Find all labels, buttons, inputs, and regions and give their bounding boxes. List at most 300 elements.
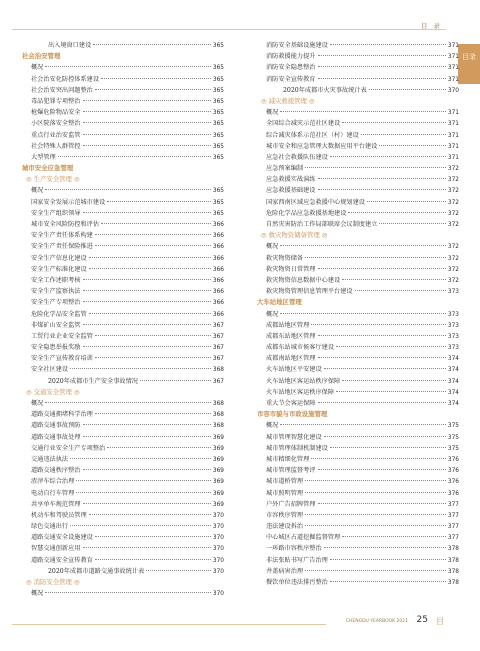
toc-subsection-heading[interactable]: ◎ 交通安全管理 ◎ [26, 387, 80, 396]
toc-entry-page: 369 [212, 479, 224, 486]
dot-leader [107, 201, 211, 202]
toc-entry-page: 377 [447, 501, 459, 508]
toc-entry[interactable] [257, 118, 459, 129]
dot-leader [305, 514, 446, 515]
dot-leader [83, 301, 211, 302]
toc-entry[interactable] [22, 107, 224, 118]
toc-entry[interactable] [257, 107, 459, 118]
toc-entry[interactable] [22, 297, 224, 308]
toc-entry-title: 消防救援能力提升 [266, 53, 316, 61]
toc-entry-title: 概况 [266, 422, 279, 430]
toc-entry[interactable] [22, 420, 224, 431]
toc-entry-page: 371 [447, 132, 459, 139]
dot-leader [95, 357, 211, 358]
toc-entry-title: 危险化学品应急救援基地建设 [266, 209, 347, 217]
toc-entry[interactable] [22, 342, 224, 353]
dot-leader [83, 279, 211, 280]
toc-entry-page: 367 [212, 322, 224, 329]
toc-entry-title: 小区院落安全整治 [31, 120, 81, 128]
toc-entry-page: 373 [447, 345, 459, 352]
toc-entry[interactable] [22, 230, 224, 241]
toc-entry-title: 非法张贴书写广告治理 [266, 556, 328, 564]
toc-entry-title: 国家西南区域应急救援中心规划建设 [266, 198, 365, 206]
dot-leader [305, 525, 446, 526]
toc-entry[interactable] [257, 555, 459, 566]
dot-leader [280, 313, 446, 314]
toc-entry-page: 366 [212, 233, 224, 240]
toc-subsection-heading[interactable]: ◎ 减灾救援管理 ◎ [261, 96, 315, 105]
dot-leader [95, 89, 211, 90]
toc-entry[interactable] [22, 432, 224, 443]
toc-entry[interactable] [22, 264, 224, 275]
toc-entry-page: 372 [447, 166, 459, 173]
toc-entry-title: 应急预案编制 [266, 165, 304, 173]
toc-entry-title: 2020年成都市生产安全事故情况 [48, 377, 138, 385]
toc-entry[interactable] [22, 454, 224, 465]
toc-entry-title: 应急救援实战演练 [266, 176, 316, 184]
toc-subsection-heading[interactable]: ◎ 救灾物资储备管理 ◎ [261, 231, 328, 240]
toc-entry[interactable] [22, 118, 224, 129]
toc-entry-title: 成都东站地区管理 [266, 332, 316, 340]
toc-entry-page: 372 [447, 244, 459, 251]
toc-entry-page: 378 [447, 546, 459, 553]
toc-entry[interactable] [22, 465, 224, 476]
toc-entry-page: 377 [447, 512, 459, 519]
dot-leader [342, 536, 446, 537]
toc-entry-title: 救灾物资管理信息管理平台建设 [266, 288, 353, 296]
toc-entry-page: 370 [212, 591, 224, 598]
toc-entry[interactable] [22, 74, 224, 85]
toc-entry[interactable] [22, 588, 224, 599]
dot-leader [336, 391, 446, 392]
toc-entry[interactable] [22, 476, 224, 487]
dot-leader [305, 570, 446, 571]
dot-leader [330, 447, 446, 448]
toc-entry-title: 国家安全发展示范城市建设 [31, 198, 106, 206]
toc-entry[interactable] [257, 85, 459, 96]
dot-leader [146, 570, 211, 571]
toc-entry-page: 373 [447, 311, 459, 318]
toc-entry-page: 376 [447, 479, 459, 486]
toc-entry-page: 373 [447, 289, 459, 296]
toc-entry-page: 372 [447, 199, 459, 206]
dot-leader [83, 547, 211, 548]
toc-entry-page: 365 [212, 188, 224, 195]
toc-entry-page: 365 [212, 76, 224, 83]
toc-entry[interactable] [257, 342, 459, 353]
toc-entry-title: 枪爆危险物品安全 [31, 109, 81, 117]
toc-entry[interactable] [22, 96, 224, 107]
toc-entry-title: 出入境窗口建设 [48, 42, 92, 49]
toc-section-heading[interactable]: 城市安全应急管理 [22, 164, 74, 173]
toc-entry-page: 369 [212, 468, 224, 475]
dot-leader [336, 346, 446, 347]
toc-entry-title: 违法建设拆治 [266, 523, 304, 531]
toc-entry-title: 渣滓车综合治理 [31, 478, 75, 486]
toc-entry[interactable] [22, 543, 224, 554]
toc-entry-title: 重点行业治安监管 [31, 131, 81, 139]
toc-entry-page: 366 [212, 277, 224, 284]
toc-entry-page: 366 [212, 255, 224, 262]
dot-leader [318, 469, 446, 470]
dot-leader [45, 402, 211, 403]
dot-leader [280, 245, 446, 246]
dot-leader [95, 413, 211, 414]
toc-entry-page: 376 [447, 490, 459, 497]
dot-leader [70, 458, 211, 459]
toc-entry-title: 毒品犯罪专项整治 [31, 97, 81, 105]
toc-entry-page: 365 [212, 87, 224, 94]
toc-entry[interactable] [22, 85, 224, 96]
toc-entry[interactable] [22, 364, 224, 375]
dot-leader [83, 290, 211, 291]
toc-entry-page: 366 [212, 222, 224, 228]
toc-entry[interactable] [22, 499, 224, 510]
toc-entry-title: 应急社会救援队伍建设 [266, 153, 328, 161]
toc-entry[interactable] [22, 185, 224, 196]
toc-entry[interactable] [22, 353, 224, 364]
page-number: 25 [416, 615, 428, 625]
dot-leader [101, 223, 211, 224]
toc-entry-title: 机动车和驾驶员管理 [31, 511, 87, 519]
toc-entry-title: 安全生产监察执法 [31, 288, 81, 296]
toc-entry-page: 372 [447, 177, 459, 184]
toc-entry[interactable] [22, 555, 224, 566]
toc-entry-page: 370 [212, 535, 224, 542]
footer [12, 615, 446, 629]
toc-entry-title: 概况 [31, 187, 44, 195]
toc-entry[interactable] [22, 532, 224, 543]
dot-leader [324, 436, 446, 437]
toc-entry-page: 371 [447, 54, 459, 61]
toc-entry-title: 城市照明管理 [266, 489, 304, 497]
toc-entry-page: 371 [447, 65, 459, 72]
toc-entry[interactable] [257, 510, 459, 521]
toc-entry-page: 377 [447, 535, 459, 542]
toc-entry[interactable] [257, 454, 459, 465]
toc-entry-page: 375 [447, 445, 459, 452]
toc-entry[interactable] [257, 174, 459, 185]
dot-leader [342, 279, 446, 280]
toc-entry-title: 城市管理智慧化建设 [266, 433, 322, 441]
toc-entry[interactable] [22, 521, 224, 532]
toc-entry[interactable] [22, 130, 224, 141]
toc-entry-page: 365 [212, 65, 224, 72]
toc-entry-page: 368 [212, 401, 224, 407]
toc-entry-page: 366 [212, 300, 224, 307]
toc-entry-page: 373 [447, 333, 459, 340]
toc-subsection-heading[interactable]: ◎ 生产安全管理 ◎ [26, 175, 80, 184]
toc-entry[interactable] [257, 40, 459, 51]
toc-entry-title: 中心城区占道挖掘监督管理 [266, 534, 341, 542]
header-rule [12, 29, 446, 30]
toc-entry-title: 救灾物资储备 [266, 254, 304, 262]
toc-entry[interactable] [257, 331, 459, 342]
toc-entry-page: 375 [447, 423, 459, 430]
toc-entry-page: 376 [447, 468, 459, 475]
toc-entry-title: 消防安全隐患整治 [266, 64, 316, 72]
toc-entry[interactable] [257, 320, 459, 331]
dot-leader [305, 480, 446, 481]
toc-entry[interactable] [22, 219, 224, 230]
toc-entry[interactable] [257, 309, 459, 320]
dot-leader [83, 100, 211, 101]
toc-section-heading[interactable]: 社会治安管理 [22, 52, 61, 61]
toc-entry-title: 城市精细化管理 [266, 455, 310, 463]
toc-entry-page: 370 [212, 546, 224, 553]
dot-leader [361, 134, 446, 135]
toc-entry-title: 消防安全基础设施建设 [266, 42, 328, 49]
toc-entry-page: 368 [212, 423, 224, 430]
toc-entry[interactable] [22, 566, 224, 577]
toc-entry-page: 365 [212, 154, 224, 161]
dot-leader [70, 525, 211, 526]
toc-subsection-heading[interactable]: ◎ 消防安全管理 ◎ [26, 578, 80, 586]
toc-entry[interactable] [257, 376, 459, 387]
toc-entry[interactable] [22, 488, 224, 499]
toc-entry-page: 367 [212, 356, 224, 363]
dot-leader [76, 480, 211, 481]
toc-entry[interactable] [22, 62, 224, 73]
toc-entry[interactable] [257, 141, 459, 152]
toc-entry[interactable] [22, 40, 224, 51]
toc-entry[interactable] [257, 353, 459, 364]
toc-entry-title: 概况 [266, 109, 279, 117]
toc-entry[interactable] [22, 275, 224, 286]
toc-entry-title: 道路交通安全设施建设 [31, 534, 93, 542]
toc-entry[interactable] [257, 253, 459, 264]
toc-entry[interactable] [22, 510, 224, 521]
dot-leader [83, 145, 211, 146]
toc-entry-page: 371 [447, 110, 459, 117]
toc-entry[interactable] [257, 465, 459, 476]
dot-leader [379, 223, 446, 224]
footer-caption: CHENGDU YEARBOOK 2021 [345, 619, 408, 624]
toc-entry[interactable] [22, 286, 224, 297]
toc-entry[interactable] [257, 566, 459, 577]
toc-entry-page: 367 [212, 333, 224, 340]
toc-entry[interactable] [257, 208, 459, 219]
toc-entry-page: 377 [447, 524, 459, 531]
toc-entry[interactable] [22, 241, 224, 252]
dot-leader [330, 559, 446, 560]
dot-leader [342, 380, 446, 381]
toc-entry[interactable] [22, 376, 224, 387]
toc-entry[interactable] [22, 208, 224, 219]
toc-entry[interactable] [257, 286, 459, 297]
toc-entry[interactable] [257, 264, 459, 275]
toc-entry-title: 火车站地区客运站秩序保障 [266, 377, 341, 385]
dot-leader [95, 536, 211, 537]
toc-entry-page: 369 [212, 456, 224, 463]
toc-entry[interactable] [257, 398, 459, 409]
dot-leader [367, 201, 446, 202]
toc-entry[interactable] [257, 130, 459, 141]
toc-entry-title: 成都东站城市候客厅建设 [266, 344, 335, 352]
toc-entry-title: 成都站地区管理 [266, 321, 310, 329]
dot-leader [70, 368, 211, 369]
toc-entry-page: 366 [212, 266, 224, 273]
toc-entry-title: 户外广告招牌管理 [266, 500, 316, 508]
toc-entry[interactable] [257, 74, 459, 85]
dot-leader [369, 89, 446, 90]
toc-entry[interactable] [22, 331, 224, 342]
toc-entry[interactable] [22, 141, 224, 152]
toc-entry-title: 救灾物资日常管理 [266, 265, 316, 273]
toc-entry-page: 366 [212, 244, 224, 251]
toc-entry-title: 大型管理 [31, 153, 56, 161]
dot-leader [324, 547, 446, 548]
dot-leader [305, 492, 446, 493]
side-tab[interactable]: 目录 [458, 44, 480, 84]
dot-leader [93, 44, 211, 45]
toc-entry-page: 370 [212, 557, 224, 564]
toc-entry-title: 城市安全风险防控和评估 [31, 221, 100, 228]
toc-entry-title: 火车站地区客运秩序保障 [266, 388, 335, 396]
toc-entry[interactable] [22, 443, 224, 454]
toc-entry-title: 安全隐患举报奖励 [31, 344, 81, 352]
toc-entry-title: 共享单车规范管理 [31, 500, 81, 508]
dot-leader [318, 189, 446, 190]
dot-leader [95, 245, 211, 246]
toc-entry-title: 安全生产专项整治 [31, 299, 81, 307]
toc-entry-page: 371 [447, 154, 459, 161]
toc-entry-page: 378 [447, 568, 459, 575]
toc-entry[interactable] [257, 197, 459, 208]
toc-entry[interactable] [257, 577, 459, 588]
toc-entry-title: 交通行业安全生产专项整治 [31, 444, 106, 452]
toc-entry-title: 工贸行业企业安全监管 [31, 332, 93, 340]
dot-leader [348, 212, 445, 213]
dot-leader [89, 313, 211, 314]
footer-mark: 目 [436, 617, 444, 626]
toc-entry-page: 374 [447, 378, 459, 385]
dot-leader [95, 234, 211, 235]
toc-entry[interactable] [257, 219, 459, 230]
toc-entry[interactable] [257, 51, 459, 62]
toc-entry-title: 安全生产责任保险推进 [31, 243, 93, 251]
toc-entry-title: 道路交通拥堵科学治理 [31, 411, 93, 419]
toc-entry[interactable] [257, 488, 459, 499]
toc-entry-title: 自然灾害防治工作局部联席会议制度建立 [266, 221, 378, 228]
toc-entry[interactable] [257, 62, 459, 73]
toc-entry-title: 一环路市容秩序整治 [266, 545, 322, 553]
toc-entry[interactable] [257, 443, 459, 454]
dot-leader [83, 436, 211, 437]
toc-entry[interactable] [22, 398, 224, 409]
toc-entry-title: 安全生产信息化建设 [31, 254, 87, 262]
toc-section-heading[interactable]: 大车站地区管理 [257, 298, 302, 307]
toc-entry[interactable] [257, 432, 459, 443]
toc-entry[interactable] [257, 543, 459, 554]
toc-entry-page: 365 [212, 143, 224, 150]
toc-entry[interactable] [257, 532, 459, 543]
toc-entry-title: 综合减灾体系示范社区（村）建设 [266, 131, 359, 139]
dot-leader [95, 559, 211, 560]
toc-entry-title: 道路交通事故处理 [31, 433, 81, 441]
dot-leader [76, 492, 211, 493]
dot-leader [311, 458, 446, 459]
toc-entry[interactable] [22, 320, 224, 331]
dot-leader [318, 66, 446, 67]
toc-entry[interactable] [22, 152, 224, 163]
dot-leader [305, 167, 446, 168]
toc-entry-title: 安全生产组织领导 [31, 209, 81, 217]
dot-leader [45, 189, 211, 190]
toc-entry-page: 378 [447, 580, 459, 586]
toc-entry-page: 370 [212, 524, 224, 531]
toc-entry-page: 375 [447, 434, 459, 441]
toc-entry-title: 非煤矿山安全监管 [31, 321, 81, 329]
toc-entry[interactable] [257, 499, 459, 510]
toc-section-heading[interactable]: 市容市貌与市政设施管理 [257, 410, 328, 419]
toc-entry[interactable] [22, 253, 224, 264]
toc-entry[interactable] [257, 420, 459, 431]
toc-entry[interactable] [257, 152, 459, 163]
toc-entry-page: 372 [447, 188, 459, 195]
toc-entry-page: 378 [447, 557, 459, 564]
toc-entry[interactable] [257, 387, 459, 398]
dot-leader [318, 55, 446, 56]
toc-entry-title: 全国综合减灾示范社区建设 [266, 120, 341, 128]
toc-entry[interactable] [257, 521, 459, 532]
dot-leader [107, 447, 211, 448]
dot-leader [83, 346, 211, 347]
dot-leader [83, 212, 211, 213]
dot-leader [45, 592, 211, 593]
toc-entry-title: 2020年成都市道路交通事故统计表 [48, 567, 145, 575]
toc-entry[interactable] [22, 309, 224, 320]
toc-entry-title: 安全工作述职考核 [31, 276, 81, 284]
header-label: 目 录 [420, 22, 442, 30]
toc-entry-title: 餐饮单位违法排污整治 [266, 579, 328, 586]
toc-entry-title: 城市安全和应急管理大数据应用平台建设 [266, 142, 378, 150]
toc-entry[interactable] [22, 197, 224, 208]
toc-entry-page: 374 [447, 356, 459, 363]
toc-entry-title: 消防安全宣传教育 [266, 75, 316, 83]
dot-leader [83, 469, 211, 470]
toc-left-column [22, 40, 224, 599]
toc-entry[interactable] [257, 275, 459, 286]
toc-entry[interactable] [257, 476, 459, 487]
dot-leader [95, 335, 211, 336]
toc-entry-title: 城市道桥管理 [266, 478, 304, 486]
toc-entry-page: 365 [212, 43, 224, 49]
toc-entry[interactable] [257, 364, 459, 375]
footer-rule [12, 624, 326, 625]
toc-entry-title: 成都南站地区管理 [266, 355, 316, 363]
toc-entry-page: 365 [212, 110, 224, 117]
dot-leader [379, 145, 446, 146]
toc-entry[interactable] [257, 241, 459, 252]
toc-entry-title: 安全生产标准化建设 [31, 265, 87, 273]
toc-entry-title: 道路交通事故预防 [31, 422, 81, 430]
toc-entry-page: 370 [212, 568, 224, 575]
toc-entry-title: 概况 [31, 64, 44, 72]
toc-entry-page: 365 [212, 98, 224, 105]
dot-leader [89, 514, 211, 515]
toc-entry-page: 367 [212, 345, 224, 352]
toc-entry[interactable] [257, 163, 459, 174]
toc-entry[interactable] [22, 409, 224, 420]
toc-entry-title: 城市管理体制机制建设 [266, 444, 328, 452]
toc-entry[interactable] [257, 185, 459, 196]
toc-entry-title: 交通违法执法 [31, 455, 69, 463]
toc-entry-page: 371 [447, 121, 459, 128]
toc-entry-title: 安全社区建设 [31, 366, 69, 374]
toc-entry-page: 366 [212, 311, 224, 318]
dot-leader [318, 402, 446, 403]
